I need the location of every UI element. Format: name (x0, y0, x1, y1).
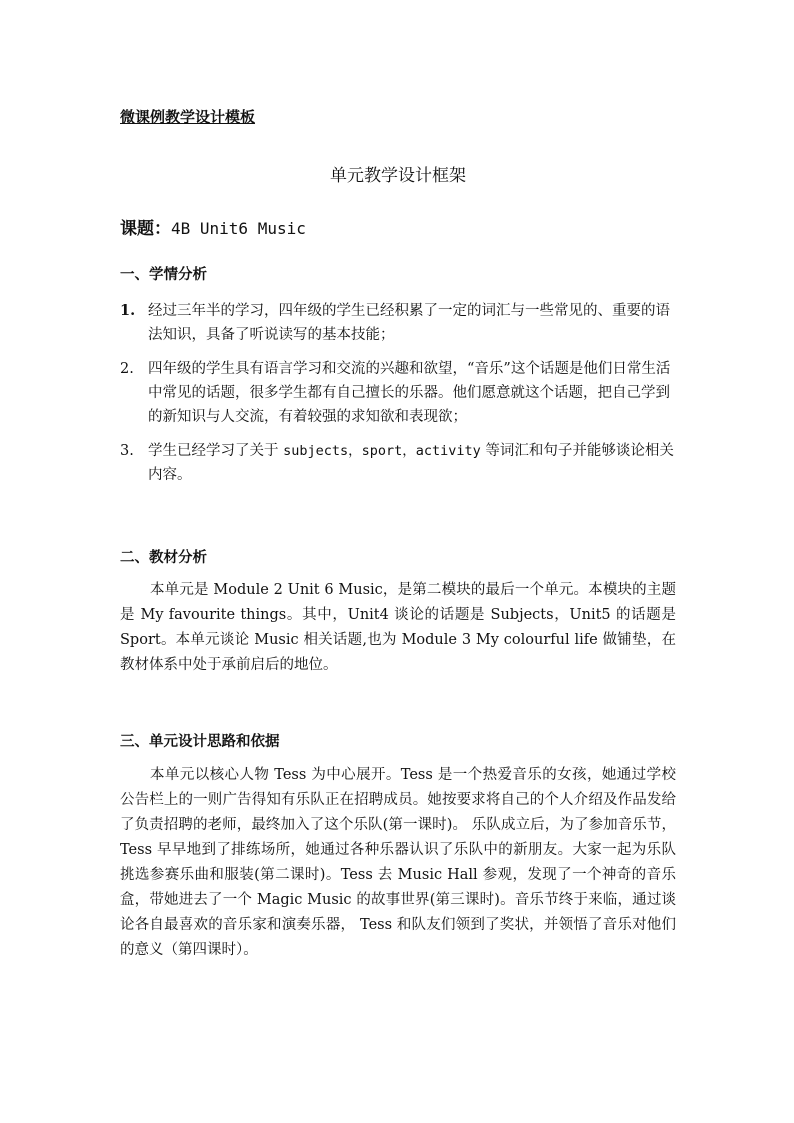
list-item-number: 1. (120, 302, 136, 319)
list-item-number: 2. (120, 361, 134, 377)
list-item-text: 经过三年半的学习，四年级的学生已经积累了一定的词汇与一些常见的、重要的语法知识，具备了听说读写的基本技能； (148, 303, 670, 343)
template-title: 微课例教学设计模板 (120, 108, 256, 126)
topic-line (120, 214, 306, 239)
learner-analysis-list (120, 299, 676, 497)
section-heading-material-analysis: 二、教材分析 (120, 549, 207, 566)
list-item (120, 299, 676, 347)
topic-label: 课题： (120, 219, 171, 239)
list-item-keywords: subjects，sport，activity (283, 443, 481, 459)
list-item (120, 357, 676, 429)
list-item-text-before: 学生已经学习了关于 (148, 443, 284, 459)
design-rationale-paragraph: 本单元以核心人物 Tess 为中心展开。Tess 是一个热爱音乐的女孩，她通过学校公告栏上的一则广告得知有乐队正在招聘成员。她按要求将自己的个人介绍及作品发给了负责招聘的老师，最终加入了这个乐队(第一课时)。 乐队成立后，为了参加音乐节，Tess 早早地到了排练场所，她通过各种乐器认识了乐队中的新朋友。大家一起为乐队挑选参赛乐曲和服装(第二课时)。Tess 去 Music Hall 参观，发现了一个神奇的音乐盒，带她进去了一个 Magic Music 的故事世界(第三课时)。音乐节终于来临，通过谈论各自最喜欢的音乐家和演奏乐器， Tess 和队友们领到了奖状，并领悟了音乐对他们的意义（第四课时）。 (120, 767, 676, 958)
section-heading-design-rationale: 三、单元设计思路和依据 (120, 733, 280, 750)
page-title: 单元教学设计框架 (330, 166, 466, 186)
list-item-text-after: 等词汇和句子并能够谈论相关内容。 (148, 443, 674, 483)
list-item-number: 3. (120, 443, 134, 459)
section-heading-learner-analysis: 一、学情分析 (120, 266, 207, 283)
material-analysis-paragraph: 本单元是 Module 2 Unit 6 Music，是第二模块的最后一个单元。本模块的主题是 My favourite things。其中，Unit4 谈论的话题是 Subjects，Unit5 的话题是 Sport。本单元谈论 Music 相关话题,也为 Module 3 My colourful life 做铺垫，在教材体系中处于承前启后的地位。 (120, 582, 676, 673)
list-item-text: 四年级的学生具有语言学习和交流的兴趣和欲望，“音乐”这个话题是他们日常生活中常见的话题，很多学生都有自己擅长的乐器。他们愿意就这个话题，把自己学到的新知识与人交流，有着较强的求知欲和表现欲； (148, 361, 671, 425)
list-item (120, 439, 676, 487)
topic-value: 4B Unit6 Music (171, 219, 306, 238)
